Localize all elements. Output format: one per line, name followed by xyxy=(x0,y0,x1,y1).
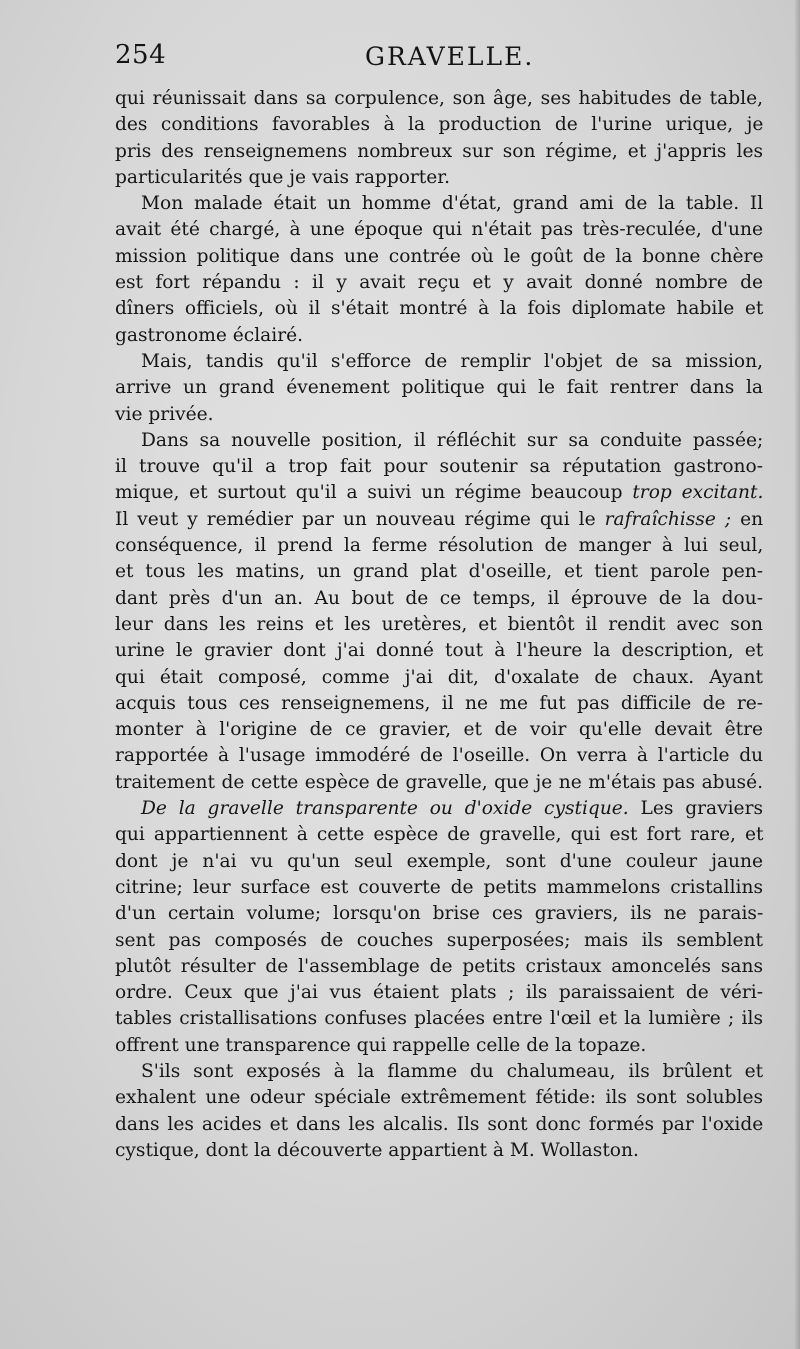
line-text: dîners officiels, où il s'était montré à la fois diplomate habile et xyxy=(115,298,764,320)
line-text: rapportée à l'usage immodéré de l'oseille. On verra à l'article du xyxy=(115,745,764,767)
text-line xyxy=(115,139,763,165)
page-edge-shadow xyxy=(794,0,800,1349)
text-line xyxy=(115,901,763,927)
line-text: qui était composé, comme j'ai dit, d'oxalate de chaux. Ayant xyxy=(115,666,763,688)
text-line xyxy=(115,375,763,401)
text-line xyxy=(115,586,763,612)
line-text: pris des renseignemens nombreux sur son régime, et j'appris les xyxy=(115,140,763,162)
body-text xyxy=(115,86,763,1164)
text-line xyxy=(115,743,763,769)
text-line xyxy=(115,691,763,717)
text-line xyxy=(115,402,763,428)
line-text: Mon malade était un homme d'état, grand ami de la table. Il xyxy=(141,193,764,215)
text-line xyxy=(115,217,763,243)
line-text: est fort répandu : il y avait reçu et y avait donné nombre de xyxy=(115,272,763,294)
line-text: conséquence, il prend la ferme résolution de manger à lui seul, xyxy=(115,535,764,557)
line-text: avait été chargé, à une époque qui n'était pas très-reculée, d'une xyxy=(115,219,763,241)
text-line xyxy=(115,980,763,1006)
line-text: dant près d'un an. Au bout de ce temps, il éprouve de la dou- xyxy=(115,587,763,609)
text-line xyxy=(115,270,763,296)
line-text: qui réunissait dans sa corpulence, son âge, ses habitudes de table, xyxy=(115,88,763,109)
line-text: citrine; leur surface est couverte de petits mammelons cristallins xyxy=(115,876,763,898)
line-text: tables cristallisations confuses placées entre l'œil et la lumière ; ils xyxy=(115,1008,763,1030)
page-number: 254 xyxy=(115,40,167,70)
text-line xyxy=(115,1085,763,1111)
line-text: S'ils sont exposés à la flamme du chalumeau, ils brûlent et xyxy=(141,1060,764,1082)
line-text: plutôt résulter de l'assemblage de petits cristaux amoncelés sans xyxy=(115,955,763,977)
text-line xyxy=(115,954,763,980)
line-text: Les graviers xyxy=(628,798,763,820)
line-text: et tous les matins, un grand plat d'oseille, et tient parole pen- xyxy=(115,561,763,583)
text-line xyxy=(115,349,763,375)
text-line xyxy=(115,770,763,796)
line-tail: en xyxy=(731,508,764,530)
line-text: qui appartiennent à cette espèce de gravelle, qui est fort rare, et xyxy=(115,824,764,846)
text-line xyxy=(115,165,763,191)
line-text: offrent une transparence qui rappelle celle de la topaze. xyxy=(115,1034,647,1056)
text-line xyxy=(115,191,763,217)
text-line xyxy=(115,428,763,454)
text-line xyxy=(115,1112,763,1138)
text-line xyxy=(115,717,763,743)
line-text: mique, et surtout qu'il a suivi un régime beaucoup xyxy=(115,482,633,504)
line-text: particularités que je vais rapporter. xyxy=(115,166,451,188)
line-text: des conditions favorables à la production de l'urine urique, je xyxy=(115,114,764,136)
running-head: GRAVELLE. xyxy=(365,42,535,71)
text-line xyxy=(115,612,763,638)
line-text: il trouve qu'il a trop fait pour soutenir sa réputation gastrono- xyxy=(115,456,763,478)
line-text: ordre. Ceux que j'ai vus étaient plats ; ils paraissaient de véri- xyxy=(115,982,763,1004)
line-text: traitement de cette espèce de gravelle, que je ne m'étais pas abusé. xyxy=(115,771,763,793)
text-line xyxy=(115,296,763,322)
line-text: Dans sa nouvelle position, il réfléchit sur sa conduite passée; xyxy=(141,429,764,451)
text-line xyxy=(115,559,763,585)
italic-heading: De la gravelle transparente ou d'oxide cystique. xyxy=(141,798,629,820)
line-text: Mais, tandis qu'il s'efforce de remplir l'objet de sa mission, xyxy=(141,350,763,372)
italic-phrase: rafraîchisse ; xyxy=(604,508,732,530)
line-text: mission politique dans une contrée où le goût de la bonne chère xyxy=(115,245,764,267)
line-text: Il veut y remédier par un nouveau régime qui le xyxy=(115,508,605,530)
line-text: dans les acides et dans les alcalis. Ils sont donc formés par l'oxide xyxy=(115,1113,764,1135)
line-text: d'un certain volume; lorsqu'on brise ces graviers, ils ne parais- xyxy=(115,903,764,925)
text-line xyxy=(115,822,763,848)
text-line xyxy=(115,928,763,954)
text-line xyxy=(115,480,763,506)
text-line xyxy=(115,244,763,270)
text-line xyxy=(115,533,763,559)
text-line xyxy=(115,112,763,138)
line-text: acquis tous ces renseignemens, il ne me fut pas difficile de re- xyxy=(115,692,764,714)
text-line xyxy=(115,454,763,480)
line-text: dont je n'ai vu qu'un seul exemple, sont d'une couleur jaune xyxy=(115,850,763,872)
text-line xyxy=(115,875,763,901)
text-line xyxy=(115,796,763,822)
line-text: sent pas composés de couches superposées; mais ils semblent xyxy=(115,929,763,951)
text-line xyxy=(115,323,763,349)
line-text: monter à l'origine de ce gravier, et de voir qu'elle devait être xyxy=(115,719,763,741)
text-line xyxy=(115,86,763,112)
line-text: cystique, dont la découverte appartient à M. Wollaston. xyxy=(115,1139,639,1161)
text-line xyxy=(115,1006,763,1032)
italic-phrase: trop excitant. xyxy=(632,482,764,504)
text-line xyxy=(115,638,763,664)
text-line xyxy=(115,665,763,691)
text-line xyxy=(115,1138,763,1164)
page-header xyxy=(115,40,760,80)
text-line xyxy=(115,849,763,875)
line-text: arrive un grand évenement politique qui le fait rentrer dans la xyxy=(115,377,763,399)
line-text: leur dans les reins et les uretères, et bientôt il rendit avec son xyxy=(115,613,763,635)
text-line xyxy=(115,1059,763,1085)
line-text: exhalent une odeur spéciale extrêmement fétide: ils sont solubles xyxy=(115,1087,763,1109)
text-line xyxy=(115,507,763,533)
line-text: gastronome éclairé. xyxy=(115,324,303,346)
line-text: urine le gravier dont j'ai donné tout à l'heure la description, et xyxy=(115,640,764,662)
line-text: vie privée. xyxy=(115,403,214,425)
text-line xyxy=(115,1033,763,1059)
